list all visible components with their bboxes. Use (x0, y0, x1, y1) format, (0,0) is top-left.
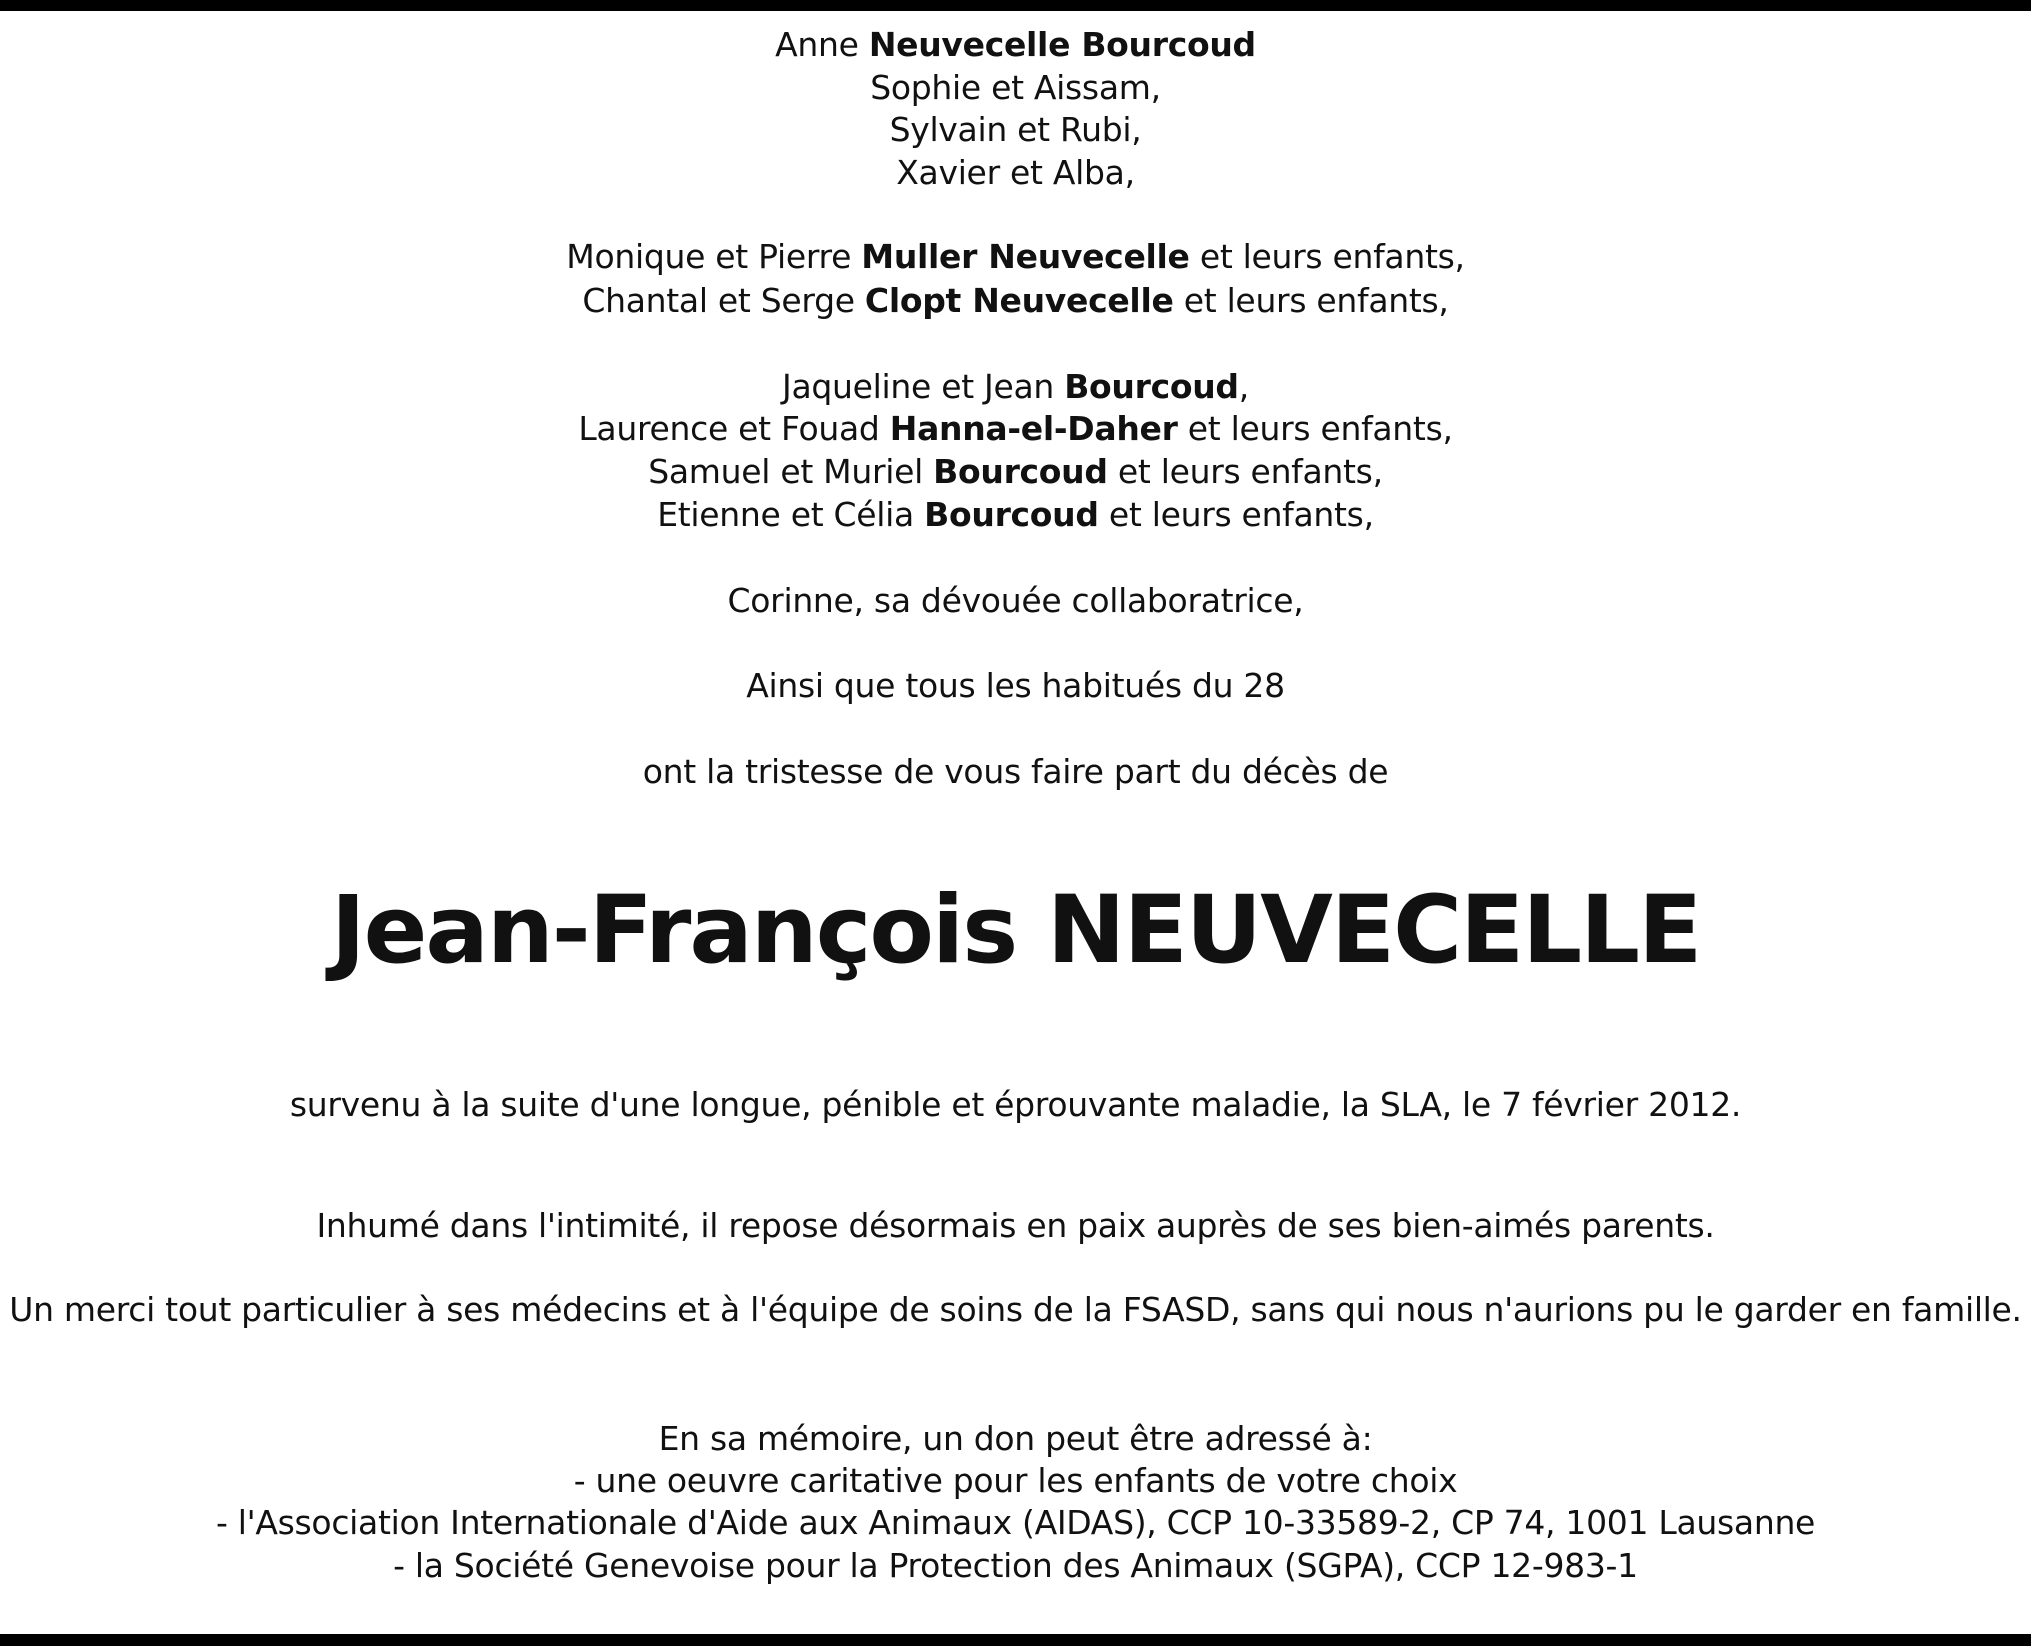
given-names: Samuel et Muriel (648, 452, 934, 491)
suffix: et leurs enfants, (1098, 495, 1374, 534)
family-line (0, 408, 2031, 450)
thanks-line: Un merci tout particulier à ses médecins et à l'équipe de soins de la FSASD, sans qui nous n'aurions pu le garder en famille. (9, 1290, 2022, 1329)
given-names: Jaqueline et Jean (782, 367, 1065, 406)
burial-line: Inhumé dans l'intimité, il repose désormais en paix auprès de ses bien-aimés parents. (316, 1206, 1715, 1245)
given-names: Monique et Pierre (566, 237, 862, 276)
family-line (0, 280, 2031, 322)
regulars-line: Ainsi que tous les habitués du 28 (746, 666, 1285, 705)
family-line: Xavier et Alba, (896, 153, 1135, 192)
given-names: Anne (775, 25, 869, 64)
donation-option: - une oeuvre caritative pour les enfants de votre choix (573, 1461, 1458, 1500)
suffix: et leurs enfants, (1107, 452, 1383, 491)
surname: Hanna-el-Daher (889, 409, 1178, 448)
suffix: et leurs enfants, (1189, 237, 1465, 276)
surname: Bourcoud (1064, 367, 1239, 406)
given-names: Laurence et Fouad (578, 409, 890, 448)
surname: Neuvecelle Bourcoud (868, 25, 1256, 64)
suffix: , (1238, 367, 1249, 406)
family-line (0, 24, 2031, 66)
donations-intro: En sa mémoire, un don peut être adressé à: (658, 1419, 1373, 1458)
top-border-rule (0, 0, 2031, 11)
donation-option: - l'Association Internationale d'Aide aux Animaux (AIDAS), CCP 10-33589-2, CP 74, 1001 Lausanne (215, 1503, 1816, 1542)
bottom-border-rule (0, 1634, 2031, 1646)
donation-option: - la Société Genevoise pour la Protection des Animaux (SGPA), CCP 12-983-1 (393, 1546, 1638, 1585)
family-line (0, 236, 2031, 278)
deceased-name: Jean-François NEUVECELLE (330, 876, 1701, 985)
surname: Muller Neuvecelle (861, 237, 1190, 276)
family-line: Sophie et Aissam, (870, 68, 1161, 107)
family-line (0, 451, 2031, 493)
suffix: et leurs enfants, (1177, 409, 1453, 448)
surname: Bourcoud (924, 495, 1099, 534)
collaborator-line: Corinne, sa dévouée collaboratrice, (727, 581, 1304, 620)
family-line (0, 366, 2031, 408)
given-names: Etienne et Célia (657, 495, 925, 534)
suffix: et leurs enfants, (1173, 281, 1449, 320)
circumstances-line: survenu à la suite d'une longue, pénible et éprouvante maladie, la SLA, le 7 février 2012. (289, 1085, 1742, 1124)
announcement-line: ont la tristesse de vous faire part du décès de (642, 752, 1389, 791)
given-names: Chantal et Serge (582, 281, 865, 320)
surname: Clopt Neuvecelle (864, 281, 1174, 320)
family-line: Sylvain et Rubi, (889, 110, 1142, 149)
surname: Bourcoud (933, 452, 1108, 491)
family-line (0, 494, 2031, 536)
